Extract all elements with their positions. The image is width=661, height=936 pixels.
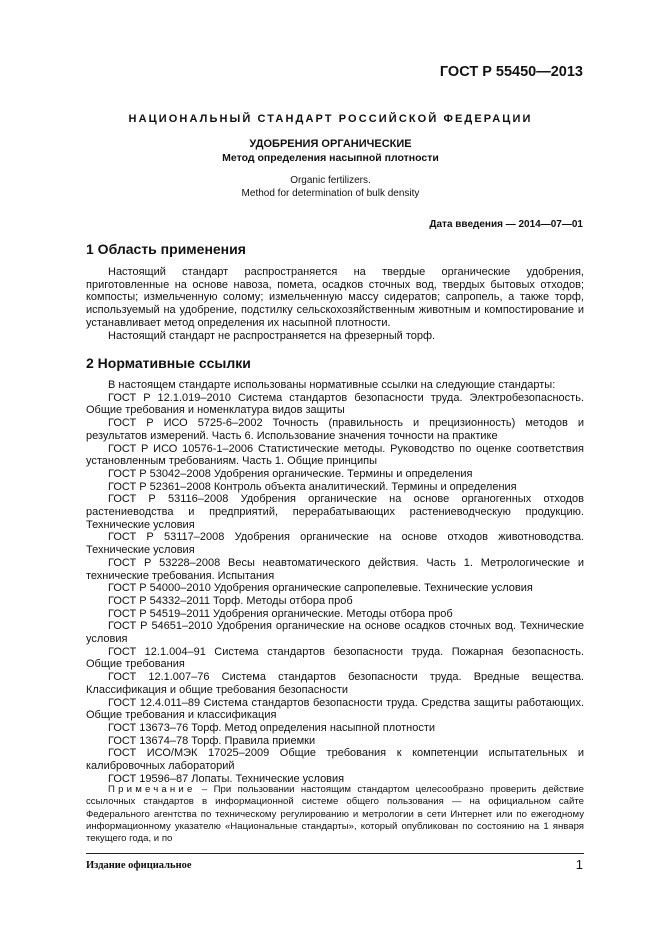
document-subtitle: Метод определения насыпной плотности (222, 152, 439, 164)
official-edition-label: Издание официальное (86, 860, 192, 871)
paragraph: Настоящий стандарт распространяется на твердые органические удобрения, приготовленные на основе навоза, помета, осадков сточных вод, твердых бытовых отходов; компосты; измельченную солому; измельченную массу сидератов; сапропель, а также торф, используемый на удобрение, подстилку сельскохозяйственным животным и компостирование и устанавливает метод определения их насыпной плотности. (86, 266, 584, 329)
paragraph: Настоящий стандарт не распространяется на фрезерный торф. (108, 329, 436, 342)
reference-item: ГОСТ Р 12.1.019–2010 Система стандартов безопасности труда. Электробезопасность. Общие требования и номенклатура видов защиты (86, 391, 584, 417)
reference-item: ГОСТ Р 54332–2011 Торф. Методы отбора проб (108, 594, 353, 607)
reference-item: ГОСТ Р 53116–2008 Удобрения органические на основе органогенных отходов растениеводства и предприятий, перерабатывающих растениеводческую продукцию. Технические условия (86, 493, 584, 531)
reference-item: ГОСТ 13674–78 Торф. Правила приемки (108, 734, 316, 747)
section-1-heading: 1 Область применения (86, 241, 246, 257)
document-title: УДОБРЕНИЯ ОРГАНИЧЕСКИЕ (249, 138, 412, 150)
reference-item: ГОСТ Р 54651–2010 Удобрения органические на основе осадков сточных вод. Технические условия (86, 620, 584, 646)
section-1-body (86, 266, 584, 342)
note-label: Примечание (108, 784, 196, 795)
reference-item: ГОСТ 12.4.011–89 Система стандартов безопасности труда. Средства защиты работающих. Общие требования и классификация (86, 696, 584, 722)
reference-item: ГОСТ Р 52361–2008 Контроль объекта аналитический. Термины и определения (108, 480, 517, 493)
subtitle-english: Method for determination of bulk density (241, 188, 420, 199)
reference-item: ГОСТ 12.1.004–91 Система стандартов безопасности труда. Пожарная безопасность. Общие требования (86, 645, 584, 671)
section-2-heading: 2 Нормативные ссылки (86, 355, 251, 371)
introduction-date: Дата введения — 2014—07—01 (429, 219, 583, 230)
national-standard-heading: НАЦИОНАЛЬНЫЙ СТАНДАРТ РОССИЙСКОЙ ФЕДЕРАЦИИ (128, 113, 533, 125)
title-english: Organic fertilizers. (290, 175, 371, 186)
reference-item: ГОСТ Р ИСО 5725-6–2002 Точность (правильность и прецизионность) методов и результатов измерений. Часть 6. Использование значения точности на практике (86, 417, 584, 442)
references-intro: В настоящем стандарте использованы нормативные ссылки на следующие стандарты: (108, 379, 556, 391)
reference-item: ГОСТ Р 53117–2008 Удобрения органические на основе отходов животноводства. Технические условия (86, 531, 584, 557)
reference-item: ГОСТ Р 54519–2011 Удобрения органические. Методы отбора проб (108, 607, 453, 620)
reference-item: ГОСТ ИСО/МЭК 17025–2009 Общие требования к компетенции испытательных и калибровочных лабораторий (86, 747, 584, 773)
reference-item: ГОСТ 19596–87 Лопаты. Технические условия (108, 772, 345, 785)
reference-item: ГОСТ Р 54000–2010 Удобрения органические сапропелевые. Технические условия (108, 582, 533, 595)
reference-item: ГОСТ Р ИСО 10576-1–2006 Статистические методы. Руководство по оценке соответствия установленным требованиям. Часть 1. Общие принципы (86, 442, 584, 468)
reference-item: ГОСТ 13673–76 Торф. Метод определения насыпной плотности (108, 721, 436, 734)
footer-divider (86, 853, 584, 854)
reference-item: ГОСТ Р 53042–2008 Удобрения органические. Термины и определения (108, 467, 473, 480)
reference-item: ГОСТ Р 53228–2008 Весы неавтоматического действия. Часть 1. Метрологические и технические требования. Испытания (86, 556, 584, 582)
note (86, 784, 584, 845)
document-code: ГОСТ Р 55450—2013 (439, 64, 583, 80)
references-list (86, 379, 584, 786)
page-number: 1 (575, 857, 583, 872)
note-text: – При пользовании настоящим стандартом целесообразно проверить действие ссылочных стандартов в информационной системе общего пользования — на официальном сайте Федерального агентства по техническому регулированию и метрологии в сети Интернет или по ежегодному информационному указателю «Национальные стандарты», который опубликован по состоянию на 1 января текущего года, и по (86, 784, 584, 845)
reference-item: ГОСТ 12.1.007–76 Система стандартов безопасности труда. Вредные вещества. Классификация и общие требования безопасности (86, 671, 584, 696)
